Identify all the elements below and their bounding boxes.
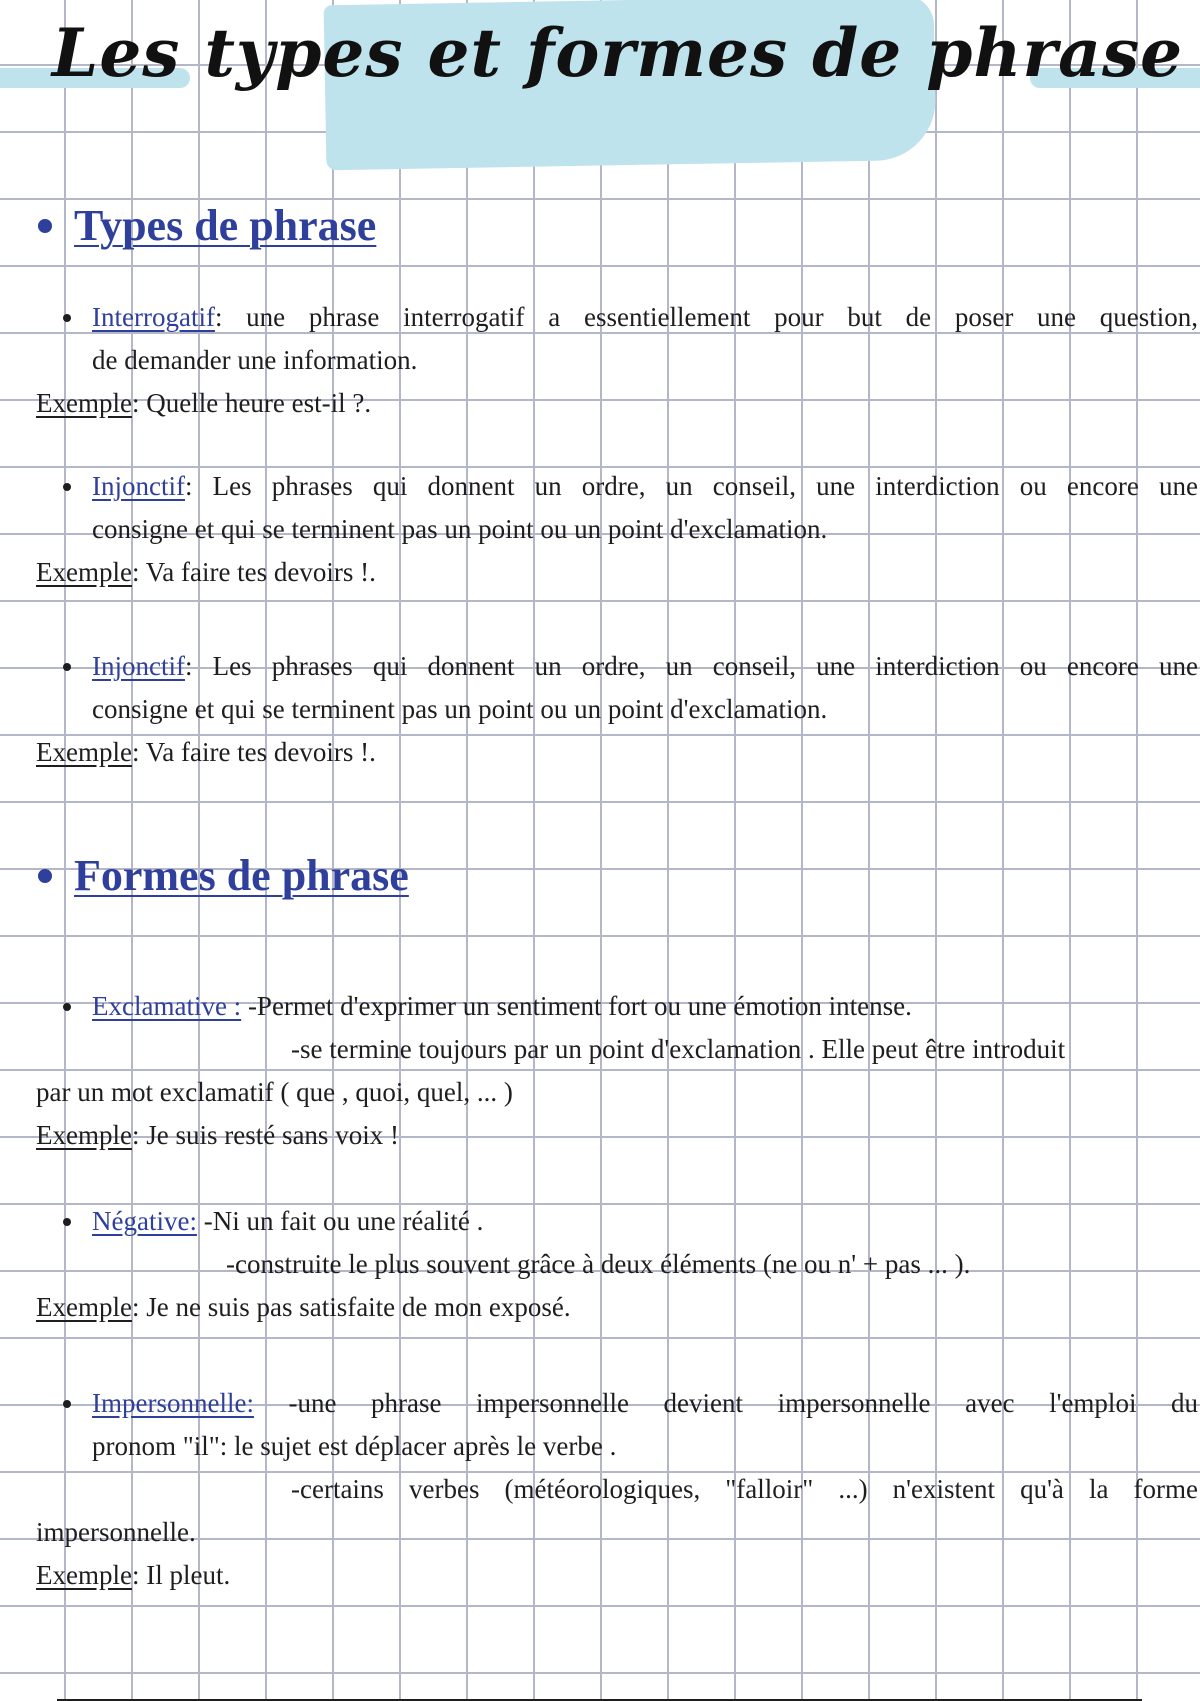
item-text: : une phrase interrogatif a essentiellement pour but de poser une question, <box>214 302 1198 332</box>
example-text: : Je suis resté sans voix ! <box>131 1120 399 1150</box>
example <box>36 731 1198 774</box>
item-text: impersonnelle. <box>36 1517 196 1547</box>
item-text: -Permet d'exprimer un sentiment fort ou une émotion intense. <box>241 991 912 1021</box>
example-label: Exemple <box>36 557 132 587</box>
bullet-icon <box>63 1218 71 1226</box>
item-text: -certains verbes (météorologiques, "falloir" ...) n'existent qu'à la forme <box>291 1474 1198 1504</box>
item-text: consigne et qui se terminent pas un point ou un point d'exclamation. <box>92 694 828 724</box>
section-heading-formes-text: Formes de phrase <box>74 851 409 900</box>
item-negative <box>36 1200 1198 1329</box>
item-text: de demander une information. <box>92 345 418 375</box>
item-text: -se termine toujours par un point d'exclamation . Elle peut être introduit <box>291 1034 1066 1064</box>
term-injonctif: Injonctif <box>92 471 185 501</box>
term-impersonnelle: Impersonnelle: <box>92 1388 254 1418</box>
item-text: pronom "il": le sujet est déplacer après le verbe . <box>92 1431 617 1461</box>
example-label: Exemple <box>36 388 132 418</box>
example-label: Exemple <box>36 1560 132 1590</box>
example-text: : Quelle heure est-il ?. <box>131 388 372 418</box>
term-exclamative: Exclamative : <box>92 991 242 1021</box>
bullet-icon <box>63 314 71 322</box>
example-text: : Va faire tes devoirs !. <box>131 737 376 767</box>
item-text: -construite le plus souvent grâce à deux éléments (ne ou n' + pas ... ). <box>226 1249 971 1279</box>
item-text: : Les phrases qui donnent un ordre, un conseil, une interdiction ou encore une <box>184 651 1198 681</box>
section-heading-types-text: Types de phrase <box>74 201 377 250</box>
item-text: : Les phrases qui donnent un ordre, un conseil, une interdiction ou encore une <box>184 471 1198 501</box>
term-interrogatif: Interrogatif <box>92 302 215 332</box>
item-text: consigne et qui se terminent pas un point ou un point d'exclamation. <box>92 514 828 544</box>
example <box>36 1286 1198 1329</box>
example <box>36 382 1198 425</box>
bullet-icon <box>63 663 71 671</box>
item-exclamative <box>36 985 1198 1157</box>
term-injonctif: Injonctif <box>92 651 185 681</box>
example <box>36 1554 1198 1597</box>
item-text: -une phrase impersonnelle devient impersonnelle avec l'emploi du <box>253 1388 1198 1418</box>
item-text: par un mot exclamatif ( que , quoi, quel, ... ) <box>36 1077 513 1107</box>
page-title: Les types et formes de phrase <box>51 14 1184 92</box>
section-heading-types <box>38 200 376 251</box>
item-impersonnelle <box>36 1382 1198 1597</box>
example-label: Exemple <box>36 1120 132 1150</box>
bullet-icon <box>38 869 52 883</box>
bullet-icon <box>63 1003 71 1011</box>
item-injonctif-repeat <box>36 645 1198 774</box>
example-label: Exemple <box>36 737 132 767</box>
item-injonctif <box>36 465 1198 594</box>
item-text: -Ni un fait ou une réalité . <box>196 1206 484 1236</box>
section-heading-formes <box>38 850 409 901</box>
bullet-icon <box>38 219 52 233</box>
example <box>36 551 1198 594</box>
example-text: : Il pleut. <box>131 1560 231 1590</box>
example-text: : Va faire tes devoirs !. <box>131 557 376 587</box>
example <box>36 1114 1198 1157</box>
item-interrogatif <box>36 296 1198 425</box>
bullet-icon <box>63 1400 71 1408</box>
example-text: : Je ne suis pas satisfaite de mon exposé. <box>131 1292 571 1322</box>
bullet-icon <box>63 483 71 491</box>
example-label: Exemple <box>36 1292 132 1322</box>
term-negative: Négative: <box>92 1206 197 1236</box>
